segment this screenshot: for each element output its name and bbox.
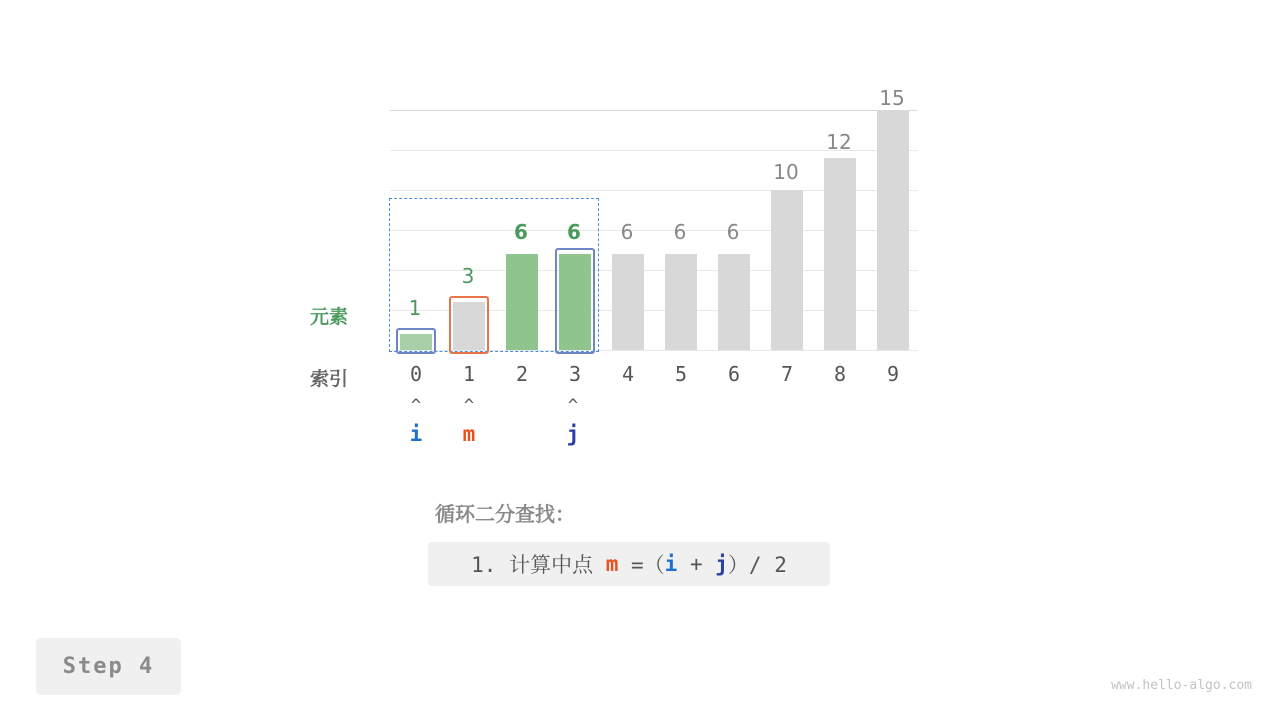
code-token-j: j [715, 552, 728, 576]
index-label-1: 1 [462, 362, 476, 386]
index-label-6: 6 [727, 362, 741, 386]
value-label-9: 15 [879, 86, 905, 110]
pointer-highlight-j [555, 248, 595, 354]
value-label-5: 6 [673, 220, 687, 244]
code-token-i: i [664, 552, 678, 576]
code-token-6: ）/ 2 [727, 553, 787, 577]
bar-index-4 [612, 254, 644, 350]
bar-index-7 [771, 190, 803, 350]
code-step-box [428, 542, 830, 586]
value-label-3: 6 [567, 220, 581, 244]
code-token-2: =（ [618, 553, 665, 577]
pointer-highlight-m [449, 296, 489, 354]
code-token-4: + [677, 552, 716, 576]
row-label-element: 元素 [309, 306, 348, 328]
code-token-0: 1. 计算中点 [471, 553, 606, 577]
bar-index-8 [824, 158, 856, 350]
code-token-m: m [605, 552, 619, 576]
value-label-7: 10 [773, 160, 799, 184]
value-label-2: 6 [514, 220, 528, 244]
caret-m: ^ [463, 396, 475, 416]
bar-index-9 [877, 110, 909, 350]
caption-title: 循环二分查找： [435, 502, 575, 526]
watermark: www.hello-algo.com [1111, 678, 1252, 693]
caret-i: ^ [410, 396, 422, 416]
index-axis [390, 362, 918, 390]
index-label-2: 2 [515, 362, 529, 386]
code-step-text [428, 542, 830, 586]
bar-index-2 [506, 254, 538, 350]
bar-index-6 [718, 254, 750, 350]
row-label-index: 索引 [309, 368, 348, 390]
caret-j: ^ [567, 396, 579, 416]
step-badge: Step 4 [36, 638, 181, 695]
index-label-9: 9 [886, 362, 900, 386]
pointer-label-j: j [566, 422, 580, 446]
value-label-1: 3 [461, 264, 475, 288]
index-label-3: 3 [568, 362, 582, 386]
index-label-7: 7 [780, 362, 794, 386]
index-label-4: 4 [621, 362, 635, 386]
pointer-label-m: m [462, 422, 476, 446]
value-label-4: 6 [620, 220, 634, 244]
pointer-label-i: i [409, 422, 423, 446]
index-label-8: 8 [833, 362, 847, 386]
value-label-0: 1 [408, 296, 422, 320]
value-label-8: 12 [826, 130, 852, 154]
pointer-highlight-i [396, 328, 436, 354]
index-label-5: 5 [674, 362, 688, 386]
index-label-0: 0 [409, 362, 423, 386]
bar-index-5 [665, 254, 697, 350]
value-label-6: 6 [726, 220, 740, 244]
